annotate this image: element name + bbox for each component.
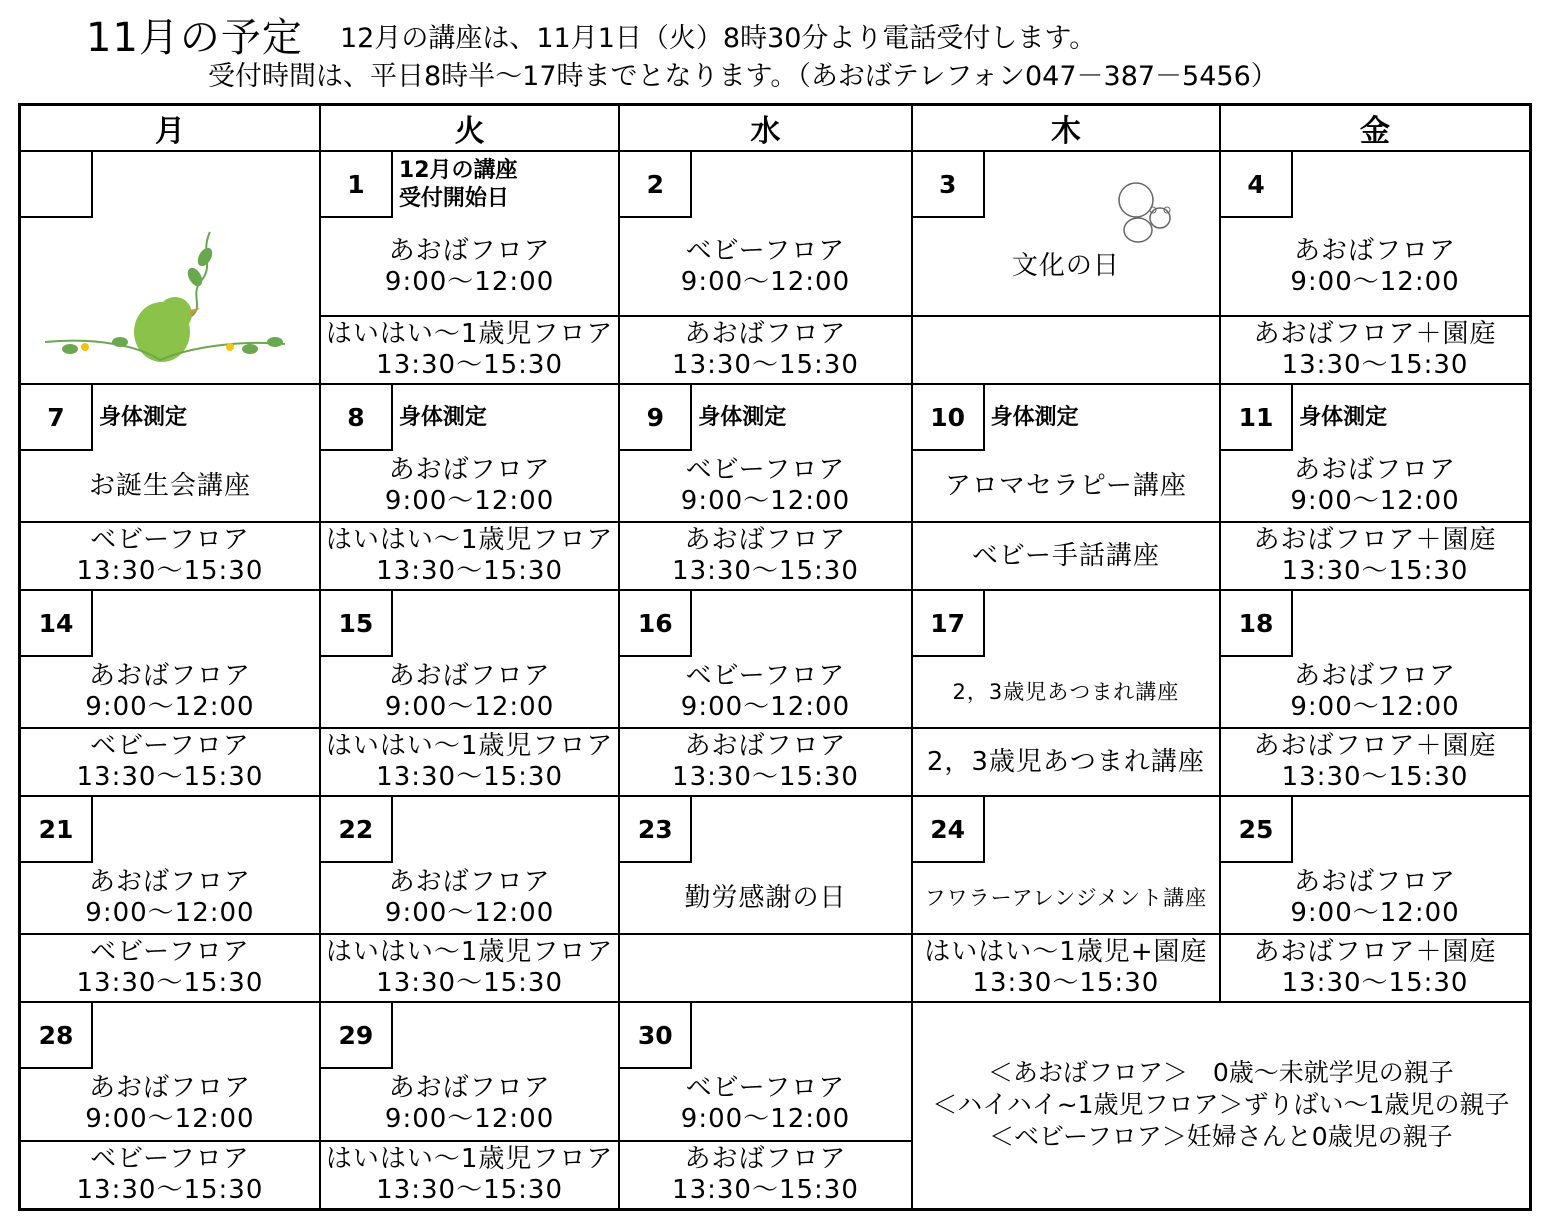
day-note (93, 152, 99, 218)
afternoon-session: はいはい～1歳児フロア 13:30～15:30 (321, 727, 618, 795)
day-number: 30 (620, 1003, 692, 1069)
day-header (21, 385, 319, 451)
day-number: 24 (913, 797, 985, 863)
baby-icon (1108, 178, 1183, 248)
day-header (1221, 152, 1529, 218)
day-number: 7 (21, 385, 93, 451)
morning-session: 2，3歳児あつまれ講座 (952, 679, 1180, 704)
day-note (1293, 152, 1299, 218)
day-cell-body (913, 591, 1219, 795)
morning-session: あおばフロア 9:00～12:00 (1290, 235, 1460, 297)
day-number: 9 (620, 385, 692, 451)
day-header (913, 797, 1219, 863)
day-note (1293, 591, 1299, 657)
day-header (321, 591, 618, 657)
afternoon-session: ベビーフロア 13:30～15:30 (21, 727, 319, 795)
day-note: 12月の講座 受付開始日 (398, 158, 518, 211)
afternoon-session: はいはい～1歳児+園庭 13:30～15:30 (913, 933, 1219, 1001)
afternoon-session: あおばフロア＋園庭 13:30～15:30 (1221, 521, 1529, 589)
day-note (393, 1003, 399, 1069)
day-number: 2 (620, 152, 692, 218)
morning-session: あおばフロア 9:00～12:00 (1290, 455, 1460, 516)
day-note (93, 1003, 99, 1069)
morning-session: あおばフロア 9:00～12:00 (85, 661, 255, 722)
afternoon-session: ベビーフロア 13:30～15:30 (21, 1140, 319, 1208)
day-note (692, 797, 698, 863)
afternoon-session: 2，3歳児あつまれ講座 (913, 727, 1219, 795)
page-title: 11月の予定 (86, 15, 303, 61)
day-header (21, 152, 319, 218)
day-header (21, 1003, 319, 1069)
day-cell (20, 1002, 320, 1209)
day-note: 身体測定 (398, 405, 487, 430)
day-header (1221, 385, 1529, 451)
day-cell-body (620, 152, 910, 383)
morning-session: あおばフロア 9:00～12:00 (1290, 867, 1460, 928)
afternoon-session: あおばフロア＋園庭 13:30～15:30 (1221, 933, 1529, 1001)
day-note: 身体測定 (698, 405, 787, 430)
weekday-thu: 木 (912, 105, 1220, 152)
day-cell (912, 796, 1220, 1002)
weekday-mon: 月 (20, 105, 320, 152)
day-cell (1220, 590, 1530, 796)
day-cell (320, 384, 619, 590)
morning-session: あおばフロア 9:00～12:00 (384, 235, 555, 297)
day-note: 身体測定 (990, 405, 1079, 430)
day-cell (1220, 796, 1530, 1002)
day-cell-body (21, 1003, 319, 1208)
day-cell (320, 151, 619, 384)
day-cell (619, 151, 911, 384)
day-header (21, 591, 319, 657)
day-cell-body (620, 385, 910, 589)
afternoon-session (913, 315, 1219, 383)
day-cell (320, 590, 619, 796)
day-number: 18 (1221, 591, 1293, 657)
notice-line-2: 受付時間は、平日8時半～17時までとなります。（あおばテレフォン047－387－5456） (208, 61, 1278, 92)
afternoon-session: あおばフロア＋園庭 13:30～15:30 (1221, 727, 1529, 795)
morning-session: あおばフロア 9:00～12:00 (384, 867, 555, 928)
day-number: 16 (620, 591, 692, 657)
afternoon-session: あおばフロア 13:30～15:30 (620, 315, 910, 383)
day-cell-body (1221, 797, 1529, 1001)
day-number: 29 (321, 1003, 393, 1069)
morning-session: あおばフロア 9:00～12:00 (85, 1073, 255, 1135)
day-header (321, 1003, 618, 1069)
day-note (985, 797, 991, 863)
morning-session: 勤労感謝の日 (684, 882, 847, 913)
day-cell (1220, 384, 1530, 590)
morning-session: ベビーフロア 9:00～12:00 (680, 1073, 851, 1135)
day-header (620, 797, 910, 863)
legend-line: ＜あおばフロア＞ 0歳～未就学児の親子 (987, 1058, 1454, 1088)
day-header (321, 385, 618, 451)
day-note (393, 797, 399, 863)
day-cell (20, 384, 320, 590)
day-header (913, 591, 1219, 657)
day-number: 21 (21, 797, 93, 863)
afternoon-session: はいはい～1歳児フロア 13:30～15:30 (321, 521, 618, 589)
day-header (321, 152, 618, 218)
day-note (985, 591, 991, 657)
day-number: 11 (1221, 385, 1293, 451)
day-cell (320, 796, 619, 1002)
day-cell-body (21, 797, 319, 1001)
morning-session: 文化の日 (1011, 251, 1120, 281)
morning-session: あおばフロア 9:00～12:00 (384, 661, 555, 722)
day-note (393, 591, 399, 657)
legend-line: ＜ハイハイ~1歳児フロア＞ずりばい～1歳児の親子 (932, 1090, 1510, 1120)
day-cell-body (913, 385, 1219, 589)
legend-line: ＜ベビーフロア＞妊婦さんと0歳児の親子 (988, 1122, 1453, 1152)
day-cell (912, 384, 1220, 590)
day-number (21, 152, 93, 218)
day-note (93, 797, 99, 863)
afternoon-session: あおばフロア 13:30～15:30 (620, 727, 910, 795)
day-cell-body (1221, 591, 1529, 795)
day-cell (619, 590, 911, 796)
day-header (620, 385, 910, 451)
day-note (985, 152, 991, 218)
day-cell-body (321, 591, 618, 795)
weekday-fri: 金 (1220, 105, 1530, 152)
day-cell-body (913, 797, 1219, 1001)
day-number: 1 (321, 152, 393, 218)
bird-icon (40, 222, 290, 372)
afternoon-session: はいはい～1歳児フロア 13:30～15:30 (321, 1140, 618, 1208)
day-note: 身体測定 (1299, 405, 1388, 430)
day-header (620, 591, 910, 657)
day-number: 10 (913, 385, 985, 451)
day-number: 25 (1221, 797, 1293, 863)
notice-line-1: 12月の講座は、11月1日（火）8時30分より電話受付します。 (340, 23, 1097, 54)
day-note (692, 152, 698, 218)
day-cell (912, 590, 1220, 796)
day-header (913, 385, 1219, 451)
morning-session: フワラーアレンジメント講座 (924, 885, 1208, 910)
day-cell-body (321, 797, 618, 1001)
morning-session: アロマセラピー講座 (944, 470, 1187, 501)
day-note (692, 591, 698, 657)
afternoon-session: ベビーフロア 13:30～15:30 (21, 933, 319, 1001)
morning-session: お誕生会講座 (88, 470, 251, 501)
afternoon-session (620, 933, 910, 1001)
day-cell-body (620, 1003, 910, 1208)
day-header (1221, 591, 1529, 657)
day-cell-body (321, 385, 618, 589)
morning-session: あおばフロア 9:00～12:00 (384, 1073, 555, 1135)
morning-session: ベビーフロア 9:00～12:00 (680, 235, 851, 297)
day-number: 15 (321, 591, 393, 657)
day-number: 3 (913, 152, 985, 218)
day-number: 22 (321, 797, 393, 863)
morning-session: ベビーフロア 9:00～12:00 (680, 661, 851, 722)
day-cell-body (620, 797, 910, 1001)
day-cell (619, 1002, 911, 1209)
day-cell-body (321, 1003, 618, 1208)
morning-session: あおばフロア 9:00～12:00 (1290, 661, 1460, 722)
day-cell (619, 384, 911, 590)
day-cell (20, 796, 320, 1002)
day-cell (1220, 151, 1530, 384)
day-cell (320, 1002, 619, 1209)
afternoon-session: ベビーフロア 13:30～15:30 (21, 521, 319, 589)
day-cell (619, 796, 911, 1002)
afternoon-session: あおばフロア＋園庭 13:30～15:30 (1221, 315, 1529, 383)
day-number: 8 (321, 385, 393, 451)
day-number: 23 (620, 797, 692, 863)
day-cell-body (21, 591, 319, 795)
day-cell-body (321, 152, 618, 383)
day-cell-body (620, 591, 910, 795)
day-note (692, 1003, 698, 1069)
day-header (620, 1003, 910, 1069)
day-note (93, 591, 99, 657)
day-note (1293, 797, 1299, 863)
day-note: 身体測定 (99, 405, 188, 430)
day-number: 17 (913, 591, 985, 657)
day-cell-body (1221, 385, 1529, 589)
morning-session: ベビーフロア 9:00～12:00 (680, 455, 851, 516)
day-header (1221, 797, 1529, 863)
day-number: 14 (21, 591, 93, 657)
weekday-wed: 水 (619, 105, 911, 152)
weekday-tue: 火 (320, 105, 619, 152)
morning-session: あおばフロア 9:00～12:00 (85, 867, 255, 928)
day-header (620, 152, 910, 218)
day-number: 4 (1221, 152, 1293, 218)
morning-session: あおばフロア 9:00～12:00 (384, 455, 555, 516)
day-header (21, 797, 319, 863)
day-header (321, 797, 618, 863)
floor-legend (912, 1002, 1531, 1209)
afternoon-session: あおばフロア 13:30～15:30 (620, 521, 910, 589)
afternoon-session: ベビー手話講座 (913, 521, 1219, 589)
afternoon-session: あおばフロア 13:30～15:30 (620, 1140, 910, 1208)
day-cell-body (1221, 152, 1529, 383)
day-number: 28 (21, 1003, 93, 1069)
day-cell (20, 590, 320, 796)
afternoon-session: はいはい～1歳児フロア 13:30～15:30 (321, 315, 618, 383)
day-cell-body (21, 385, 319, 589)
afternoon-session: はいはい～1歳児フロア 13:30～15:30 (321, 933, 618, 1001)
